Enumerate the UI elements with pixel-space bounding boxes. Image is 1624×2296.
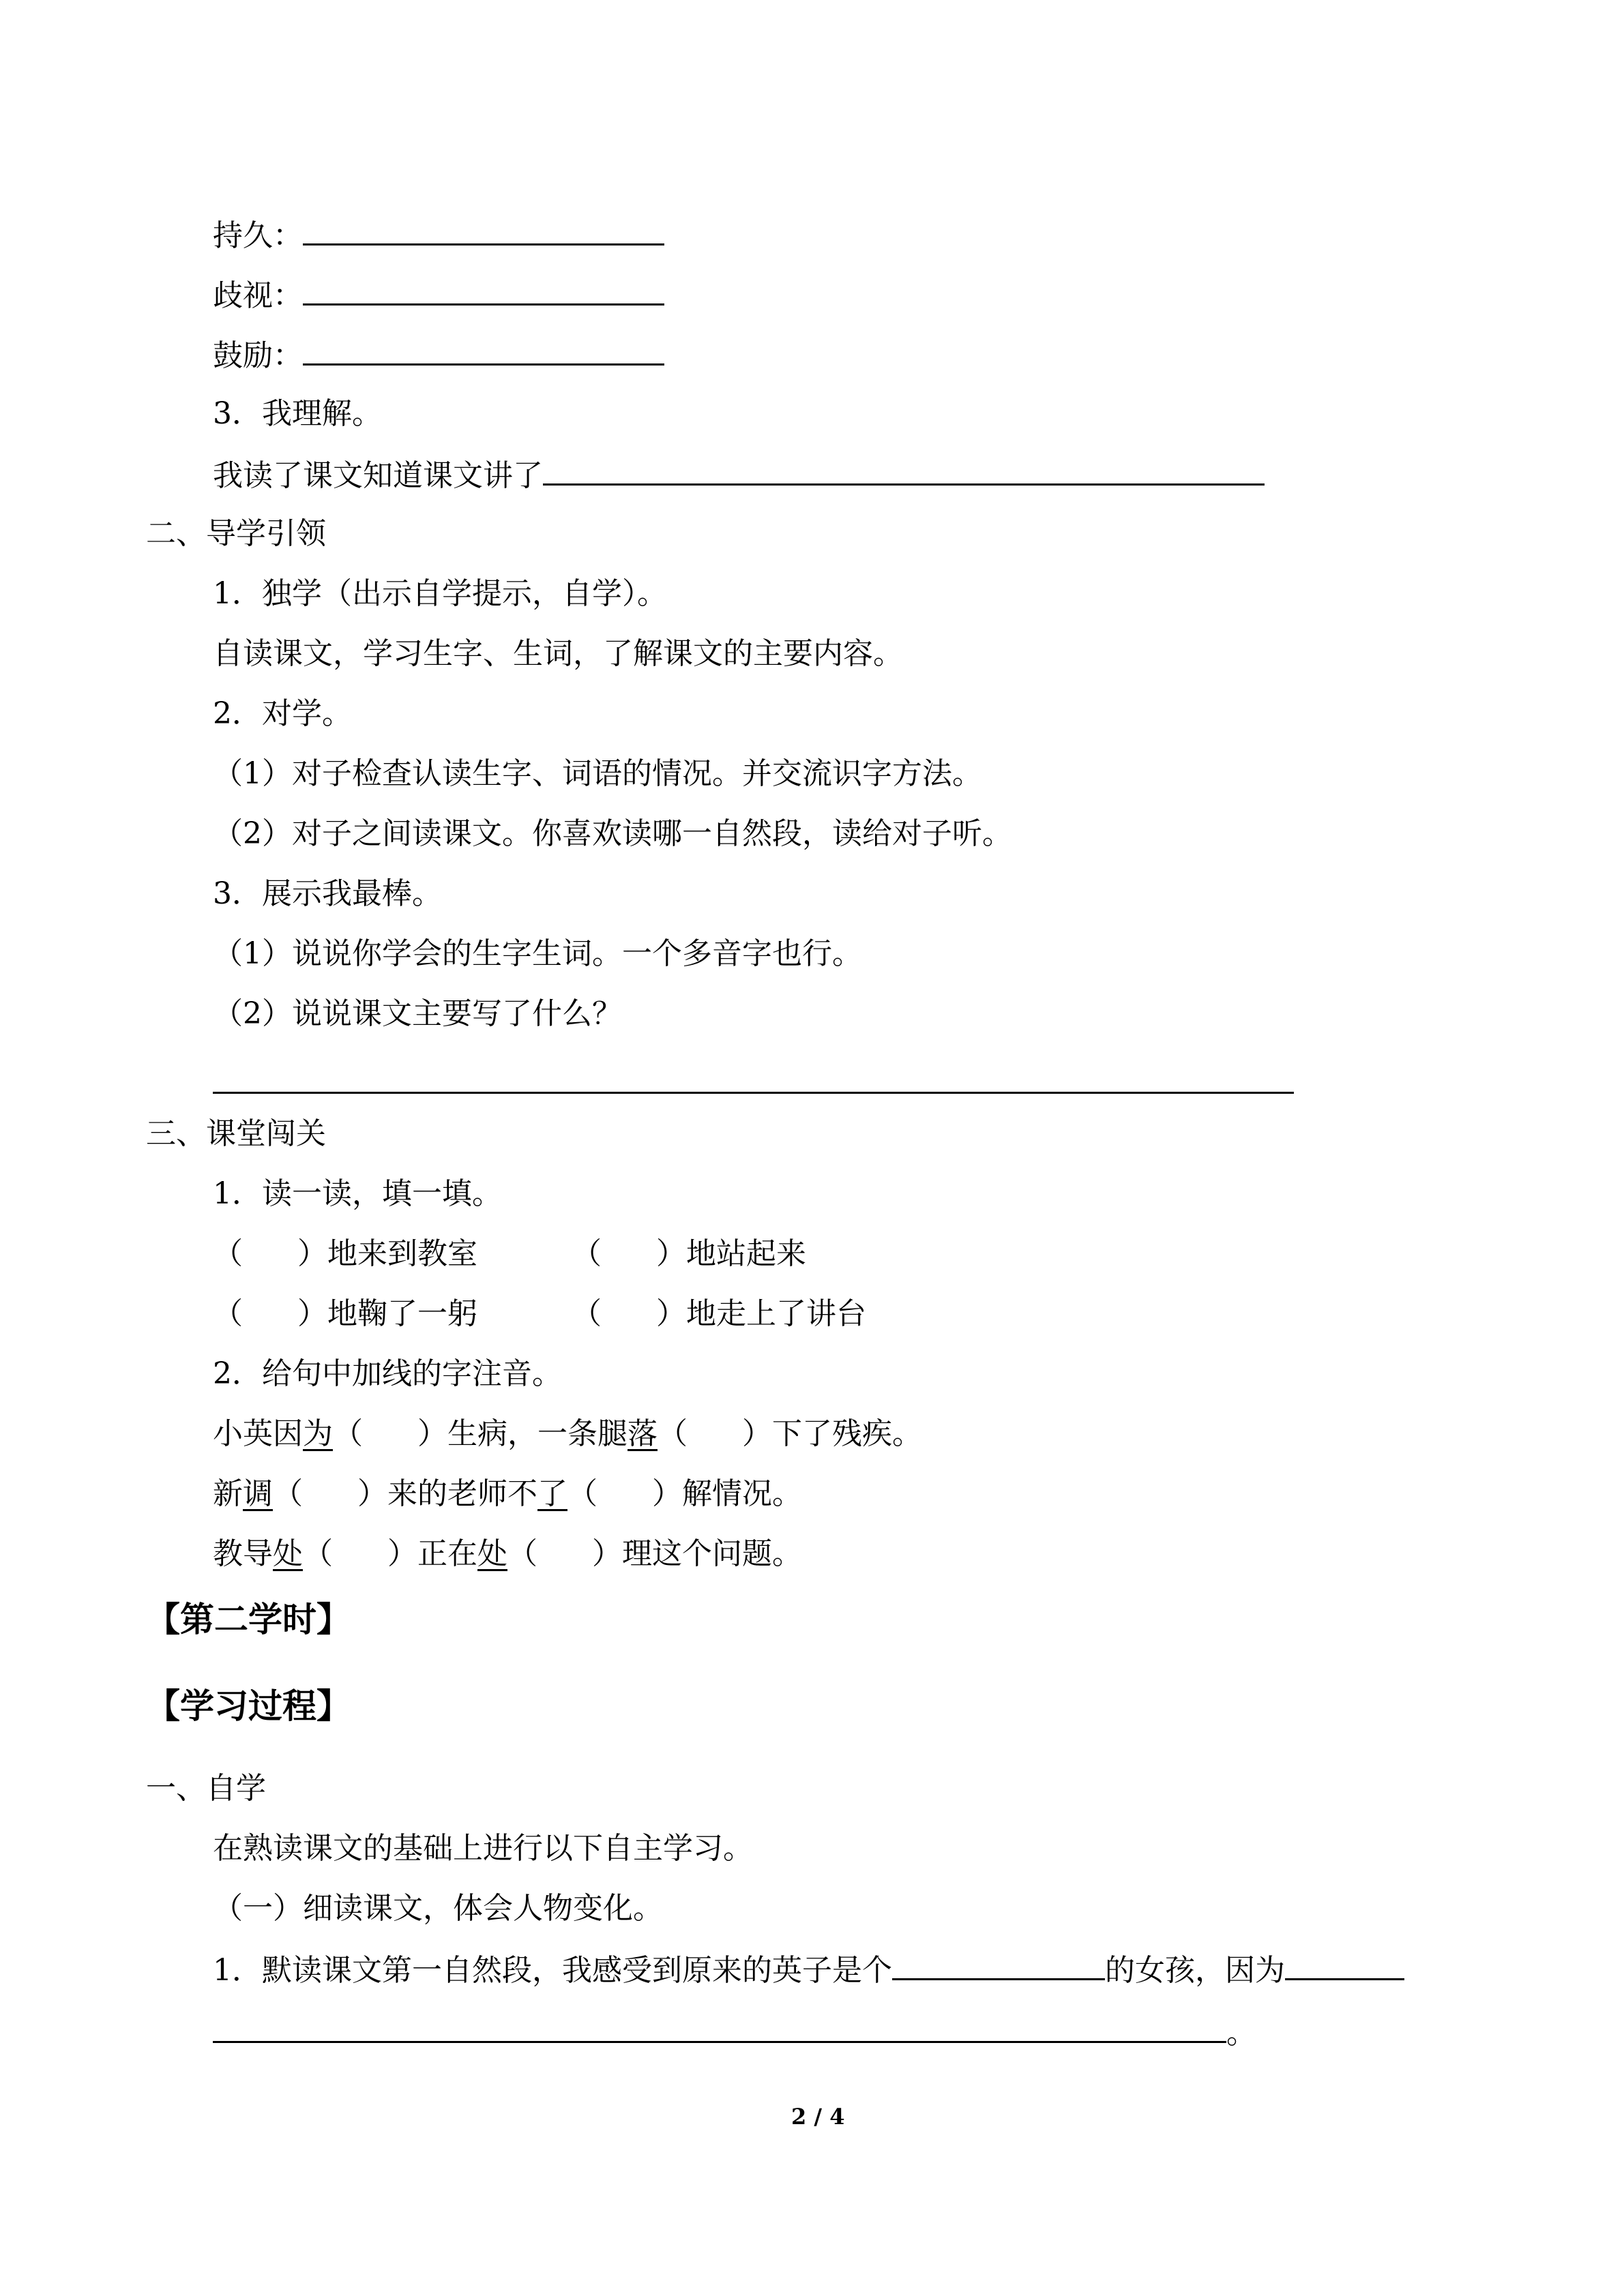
vocab-line — [213, 333, 664, 376]
fill-text: 地来到教室 — [327, 1236, 477, 1271]
item-label: 3．我理解。 — [213, 396, 382, 431]
answer-blank[interactable] — [213, 2011, 1226, 2043]
vocab-word: 持久： — [213, 218, 303, 253]
close-paren: ） — [656, 1296, 686, 1331]
question-line — [213, 1948, 1404, 1991]
sub-heading: （一）细读课文，体会人物变化。 — [213, 1891, 663, 1926]
vocab-word: 鼓励： — [213, 338, 303, 373]
underlined-char: 了 — [537, 1476, 567, 1511]
underlined-char: 处 — [273, 1536, 303, 1571]
sentence-text: ）正在 — [387, 1536, 477, 1571]
period: 。 — [1226, 2016, 1256, 2051]
sub-item: （1）对子检查认读生字、词语的情况。并交流识字方法。 — [213, 756, 982, 791]
answer-blank[interactable] — [543, 453, 1265, 486]
open-paren: （ — [567, 1476, 597, 1511]
sentence-text: ）解情况。 — [652, 1476, 802, 1511]
sentence-text: 新 — [213, 1476, 243, 1511]
answer-blank[interactable] — [892, 1948, 1105, 1980]
item-label: 2．对学。 — [213, 696, 352, 731]
pinyin-line — [213, 1414, 922, 1455]
fill-text: 地鞠了一躬 — [327, 1296, 477, 1331]
fill-item — [572, 1294, 866, 1335]
body-text: 在熟读课文的基础上进行以下自主学习。 — [213, 1831, 753, 1866]
open-paren: （ — [273, 1476, 303, 1511]
answer-blank[interactable] — [303, 273, 664, 305]
sub-item: （1）说说你学会的生字生词。一个多音字也行。 — [213, 936, 862, 971]
open-paren: （ — [572, 1296, 602, 1331]
pinyin-line — [213, 1474, 802, 1515]
body-text: 自读课文，学习生字、生词，了解课文的主要内容。 — [213, 636, 903, 671]
summary-prompt: 我读了课文知道课文讲了 — [213, 458, 543, 493]
item-label: 2．给句中加线的字注音。 — [213, 1356, 562, 1391]
open-paren: （ — [213, 1236, 243, 1271]
sentence-text: ）下了残疾。 — [742, 1416, 922, 1451]
section-heading: 三、课堂闯关 — [146, 1116, 326, 1151]
open-paren: （ — [572, 1236, 602, 1271]
section-heading: 二、导学引领 — [146, 516, 326, 551]
answer-blank[interactable] — [303, 333, 664, 366]
answer-blank[interactable] — [1285, 1948, 1404, 1980]
close-paren: ） — [297, 1236, 327, 1271]
open-paren: （ — [303, 1536, 333, 1571]
vocab-line — [213, 273, 664, 316]
underlined-char: 为 — [303, 1416, 333, 1451]
vocab-line — [213, 213, 664, 256]
open-paren: （ — [507, 1536, 537, 1571]
sub-item: （2）对子之间读课文。你喜欢读哪一自然段，读给对子听。 — [213, 816, 1012, 851]
question-text: 1．默读课文第一自然段，我感受到原来的英子是个 — [213, 1953, 892, 1988]
answer-continuation — [213, 2011, 1256, 2054]
close-paren: ） — [656, 1236, 686, 1271]
process-heading: 【学习过程】 — [146, 1686, 351, 1726]
fill-item — [213, 1294, 477, 1335]
item-label: 3．展示我最棒。 — [213, 876, 442, 911]
underlined-char: 处 — [477, 1536, 507, 1571]
item-label: 1．读一读，填一填。 — [213, 1176, 502, 1211]
pinyin-line — [213, 1534, 802, 1575]
fill-text: 地站起来 — [686, 1236, 806, 1271]
session-heading: 【第二学时】 — [146, 1599, 351, 1639]
close-paren: ） — [297, 1296, 327, 1331]
underlined-char: 落 — [628, 1416, 658, 1451]
summary-line — [213, 453, 1265, 496]
sentence-text: ）来的老师不 — [357, 1476, 537, 1511]
question-text: 的女孩，因为 — [1105, 1953, 1285, 1988]
sentence-text: ）理这个问题。 — [592, 1536, 802, 1571]
vocab-word: 歧视： — [213, 278, 303, 313]
fill-item — [572, 1234, 806, 1274]
sentence-text: 小英因 — [213, 1416, 303, 1451]
fill-item — [213, 1234, 477, 1274]
section-heading: 一、自学 — [146, 1771, 266, 1806]
answer-line[interactable] — [213, 1092, 1294, 1094]
page-number: 2 / 4 — [791, 2104, 845, 2130]
sentence-text: 教导 — [213, 1536, 273, 1571]
underlined-char: 调 — [243, 1476, 273, 1511]
item-label: 1．独学（出示自学提示，自学）。 — [213, 576, 667, 611]
fill-text: 地走上了讲台 — [686, 1296, 866, 1331]
open-paren: （ — [333, 1416, 363, 1451]
answer-blank[interactable] — [303, 213, 664, 245]
open-paren: （ — [658, 1416, 688, 1451]
open-paren: （ — [213, 1296, 243, 1331]
sentence-text: ）生病，一条腿 — [417, 1416, 628, 1451]
sub-item: （2）说说课文主要写了什么？ — [213, 996, 622, 1031]
